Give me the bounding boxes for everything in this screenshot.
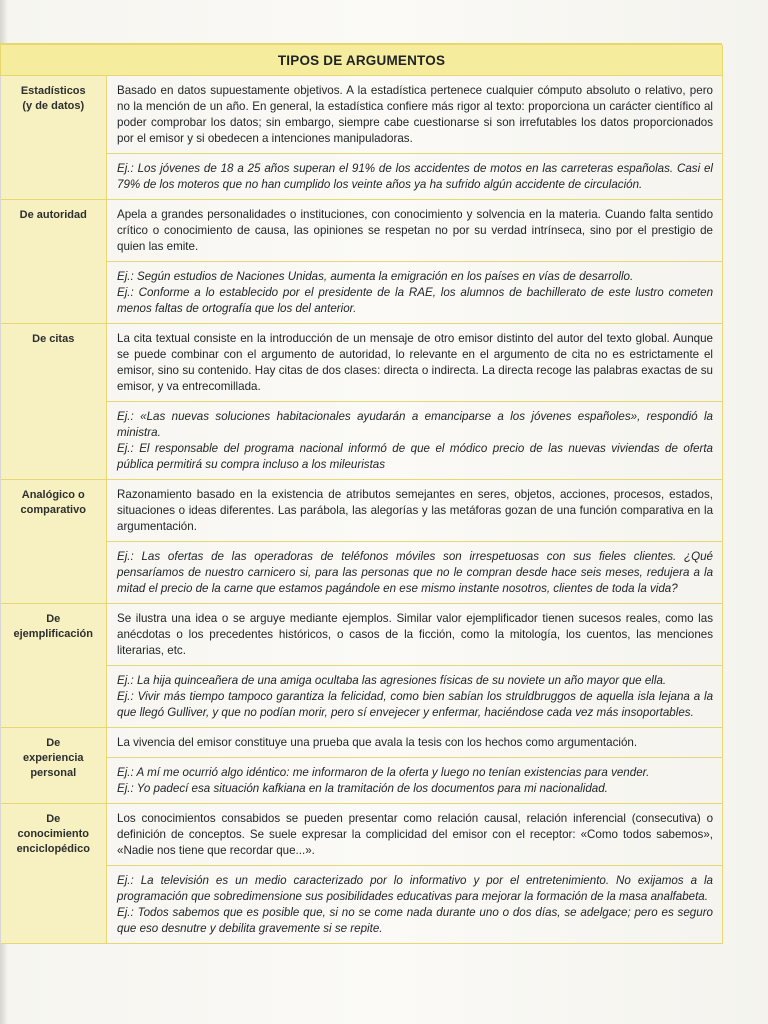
argument-examples-row bbox=[1, 262, 723, 324]
table-title-row bbox=[1, 45, 723, 76]
example-text: Ej.: Conforme a lo establecido por el presidente de la RAE, los alumnos de bachillerato de este lustro cometen menos faltas de ortografía que los del anterior. bbox=[117, 286, 714, 315]
argument-definition: Apela a grandes personalidades o instituciones, con conocimiento y solvencia en la materia. Cuando falta sentido crítico o conocimiento de causa, las opiniones se respetan no por su verdad intrínseca, sino por el prestigio de quien las emite. bbox=[107, 200, 723, 262]
argument-examples bbox=[107, 758, 723, 804]
argument-type-label: De conocimiento enciclopédico bbox=[1, 804, 107, 944]
argument-definition: La vivencia del emisor constituye una prueba que avala la tesis con los hechos como argumentación. bbox=[107, 728, 723, 758]
argument-examples-row bbox=[1, 154, 723, 200]
argument-row bbox=[1, 804, 723, 866]
argument-examples-row bbox=[1, 542, 723, 604]
argument-type-label: De experiencia personal bbox=[1, 728, 107, 804]
example-text: Ej.: A mí me ocurrió algo idéntico: me informaron de la oferta y luego no tenían existencias para vender. bbox=[117, 766, 650, 779]
argument-examples-row bbox=[1, 866, 723, 944]
argument-row bbox=[1, 604, 723, 666]
argument-examples bbox=[107, 666, 723, 728]
argument-examples bbox=[107, 154, 723, 200]
argument-type-label: De ejemplificación bbox=[1, 604, 107, 728]
argument-examples-row bbox=[1, 758, 723, 804]
argument-examples bbox=[107, 262, 723, 324]
table-title: TIPOS DE ARGUMENTOS bbox=[1, 45, 723, 76]
argument-type-label: Estadísticos (y de datos) bbox=[1, 76, 107, 200]
argument-examples-row bbox=[1, 402, 723, 480]
argument-examples bbox=[107, 542, 723, 604]
argument-row bbox=[1, 480, 723, 542]
example-text: Ej.: La televisión es un medio caracterizado por lo informativo y por el entretenimiento. No exijamos a la programación que sobredimensione sus posibilidades educativas para mejorar la formación de la masa analfabeta. bbox=[117, 874, 714, 903]
example-text: Ej.: Las ofertas de las operadoras de teléfonos móviles son irrespetuosas con sus fieles clientes. ¿Qué pensaríamos de nuestro carnicero si, para las personas que no le compran desde hace seis meses, redujera a la mitad el precio de la carne que estamos pagándole en ese mismo instante nosotros, clientes de toda la vida? bbox=[117, 550, 714, 595]
argument-type-label: De citas bbox=[1, 324, 107, 480]
example-text: Ej.: Vivir más tiempo tampoco garantiza la felicidad, como bien sabían los struldbruggos de aquella isla lejana a la que llegó Gulliver, y que no podían morir, pero sí envejecer y enfermar, haciéndose cada vez más insoportables. bbox=[117, 690, 714, 719]
example-text: Ej.: La hija quinceañera de una amiga ocultaba las agresiones físicas de su noviete un año mayor que ella. bbox=[117, 674, 667, 687]
argument-definition: Los conocimientos consabidos se pueden presentar como relación causal, relación inferencial (consecutiva) o definición de conceptos. Se suele expresar la complicidad del emisor con el receptor: «Como todos sabemos», «Nadie nos tiene que recordar que...». bbox=[107, 804, 723, 866]
argument-row bbox=[1, 200, 723, 262]
argument-definition: Razonamiento basado en la existencia de atributos semejantes en seres, objetos, acciones, procesos, estados, situaciones o ideas diferentes. Las parábola, las alegorías y las metáforas gozan de una función comparativa en la argumentación. bbox=[107, 480, 723, 542]
argument-examples bbox=[107, 402, 723, 480]
argument-row bbox=[1, 324, 723, 402]
argument-examples-row bbox=[1, 666, 723, 728]
example-text: Ej.: Los jóvenes de 18 a 25 años superan el 91% de los accidentes de motos en las carreteras españolas. Casi el 79% de los moteros que no han cumplido los veinte años ya ha sufrido algún accidente de circulación. bbox=[117, 162, 714, 191]
example-text: Ej.: El responsable del programa nacional informó de que el módico precio de las nuevas viviendas de oferta pública permitirá su compra incluso a los mileuristas bbox=[117, 442, 714, 471]
argument-type-label: De autoridad bbox=[1, 200, 107, 324]
argument-type-label: Analógico o comparativo bbox=[1, 480, 107, 604]
example-text: Ej.: «Las nuevas soluciones habitacionales ayudarán a emanciparse a los jóvenes españoles», respondió la ministra. bbox=[117, 410, 714, 439]
argument-examples bbox=[107, 866, 723, 944]
argument-definition: Se ilustra una idea o se arguye mediante ejemplos. Similar valor ejemplificador tienen sucesos reales, como las anécdotas o los precedentes históricos, o casos de la ficción, como la mitología, los cuentos, las menciones literarias, etc. bbox=[107, 604, 723, 666]
argument-definition: Basado en datos supuestamente objetivos. A la estadística pertenece cualquier cómputo absoluto o relativo, pero no la mención de un año. En general, la estadística confiere más rigor al texto: proporciona un carácter científico al poder comprobar los datos; sin embargo, siempre cabe cuestionarse si son irrefutables los datos proporcionados por el emisor y si obedecen a intenciones manipuladoras. bbox=[107, 76, 723, 154]
example-text: Ej.: Todos sabemos que es posible que, si no se come nada durante uno o dos días, se adelgace; pero es seguro que eso desnutre y debilita gravemente si se repite. bbox=[117, 906, 714, 935]
argument-row bbox=[1, 76, 723, 154]
example-text: Ej.: Yo padecí esa situación kafkiana en la tramitación de los documentos para mi nacionalidad. bbox=[117, 782, 608, 795]
argument-row bbox=[1, 728, 723, 758]
arguments-table-container bbox=[0, 43, 722, 944]
argument-definition: La cita textual consiste en la introducción de un mensaje de otro emisor distinto del autor del texto global. Aunque se puede combinar con el argumento de autoridad, lo relevante en el argumento de cita no es estrictamente el emisor, sino su contenido. Hay citas de dos clases: directa o indirecta. La directa recoge las palabras exactas de su emisor, y va entrecomillada. bbox=[107, 324, 723, 402]
arguments-table bbox=[0, 45, 723, 944]
example-text: Ej.: Según estudios de Naciones Unidas, aumenta la emigración en los países en vías de desarrollo. bbox=[117, 270, 634, 283]
